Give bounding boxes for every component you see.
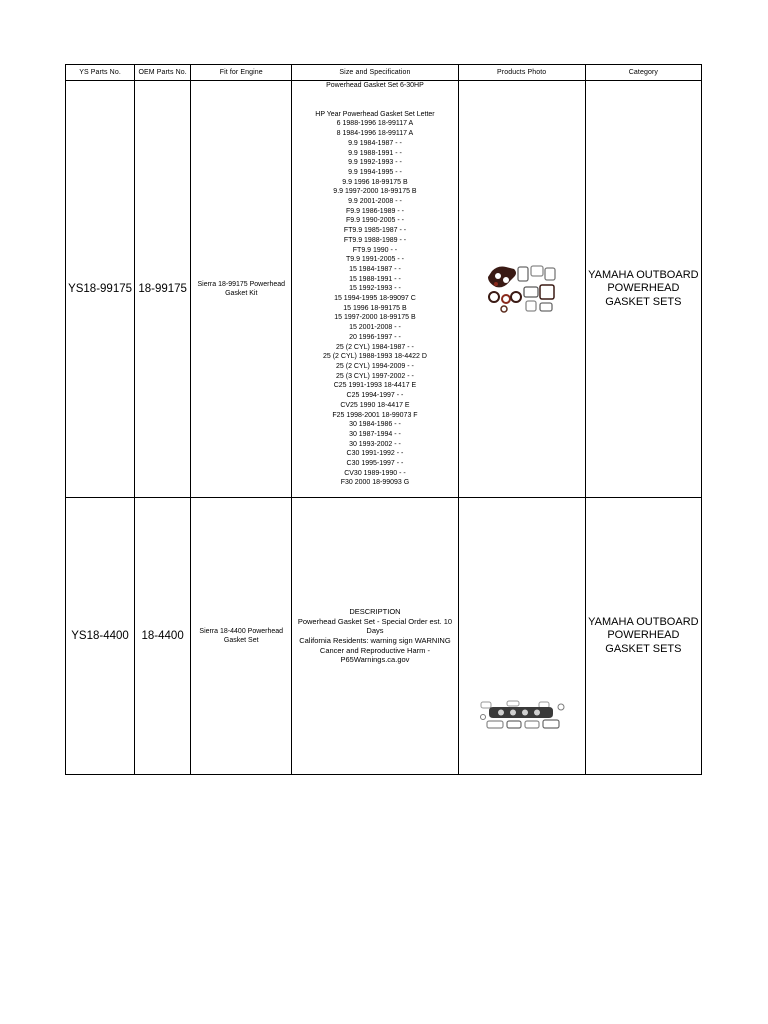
spec-line: 9.9 1997-2000 18-99175 B: [333, 188, 417, 196]
spec-line: 15 1988-1991 - -: [349, 275, 401, 283]
spec-line: 9.9 1988-1991 - -: [348, 149, 402, 157]
spec-line: CV25 1990 18-4417 E: [340, 401, 410, 409]
spec-spacer: [292, 91, 457, 110]
spec-line: 9.9 2001-2008 - -: [348, 198, 402, 206]
spec-heading: DESCRIPTION: [349, 606, 401, 616]
spec-line: F9.9 1990-2005 - -: [345, 217, 404, 225]
spec-line: C25 1994-1997 - -: [346, 392, 404, 400]
oem-part-no: 18-99175: [135, 81, 191, 498]
gasket-set-photo: [477, 699, 567, 738]
spec-warning: California Residents: warning sign WARNING Cancer and Reproductive Harm - P65Warnings.ca.gov: [299, 636, 451, 665]
spec-line: FT9.9 1985-1987 - -: [343, 227, 407, 235]
spec-line: 20 1996-1997 - -: [349, 333, 401, 341]
spec-line: 30 1987-1994 - -: [349, 430, 401, 438]
category: YAMAHA OUTBOARD POWERHEAD GASKET SETS: [585, 81, 701, 498]
spec-line: 25 (2 CYL) 1994-2009 - -: [336, 362, 414, 370]
table-row: [66, 498, 702, 775]
parts-table: [65, 64, 702, 775]
spec-line: 9.9 1994-1995 - -: [348, 168, 402, 176]
header-products-photo: Products Photo: [458, 65, 585, 81]
spec-line: 25 (3 CYL) 1997-2002 - -: [336, 372, 414, 380]
spec-line: 30 1984-1986 - -: [349, 421, 401, 429]
category: YAMAHA OUTBOARD POWERHEAD GASKET SETS: [585, 498, 701, 775]
size-and-specification: [292, 498, 458, 775]
spec-line: C25 1991-1993 18-4417 E: [333, 382, 417, 390]
table-row: [66, 81, 702, 498]
spec-lines: [292, 110, 457, 488]
fit-for-engine: Sierra 18-4400 Powerhead Gasket Set: [191, 498, 292, 775]
header-size-and-specification: Size and Specification: [292, 65, 458, 81]
spec-line: F25 1998-2001 18-99073 F: [332, 411, 418, 419]
header-ys-parts-no: YS Parts No.: [66, 65, 135, 81]
spec-line: 9.9 1984-1987 - -: [348, 139, 402, 147]
spec-line: F30 2000 18-99093 G: [340, 479, 410, 487]
spec-line: C30 1995-1997 - -: [346, 460, 404, 468]
spec-line: 6 1988-1996 18-99117 A: [336, 120, 414, 128]
fit-for-engine: Sierra 18-99175 Powerhead Gasket Kit: [191, 81, 292, 498]
spec-line: 15 1997-2000 18-99175 B: [334, 314, 416, 322]
spec-description: Powerhead Gasket Set - Special Order est. 10 Days: [297, 616, 453, 636]
spec-line: 15 1996 18-99175 B: [343, 304, 407, 312]
spec-line: F9.9 1986-1989 - -: [345, 207, 404, 215]
spec-line: T9.9 1991-2005 - -: [345, 256, 404, 264]
spec-line: CV30 1989-1990 - -: [344, 469, 406, 477]
header-fit-for-engine: Fit for Engine: [191, 65, 292, 81]
spec-line: 8 1984-1996 18-99117 A: [336, 130, 414, 138]
oem-part-no: 18-4400: [135, 498, 191, 775]
spec-line: 9.9 1996 18-99175 B: [342, 178, 408, 186]
product-photo-cell: [458, 498, 585, 775]
size-and-specification: [292, 81, 458, 498]
spec-line: FT9.9 1990 - -: [352, 246, 398, 254]
ys-part-no: YS18-4400: [66, 498, 135, 775]
spec-line: 15 1994-1995 18-99097 C: [334, 295, 416, 303]
spec-line: 15 1992-1993 - -: [349, 285, 401, 293]
header-oem-parts-no: OEM Parts No.: [135, 65, 191, 81]
ys-part-no: YS18-99175: [66, 81, 135, 498]
spec-line: 15 2001-2008 - -: [349, 324, 401, 332]
gasket-kit-photo: [484, 257, 560, 322]
spec-line: HP Year Powerhead Gasket Set Letter: [315, 110, 435, 118]
header-row: [66, 65, 702, 81]
spec-line: 25 (2 CYL) 1984-1987 - -: [336, 343, 414, 351]
spec-line: C30 1991-1992 - -: [346, 450, 404, 458]
product-photo-cell: [458, 81, 585, 498]
spec-line: 9.9 1992-1993 - -: [348, 159, 402, 167]
spec-line: 25 (2 CYL) 1988-1993 18-4422 D: [323, 353, 427, 361]
header-category: Category: [585, 65, 701, 81]
spec-title: Powerhead Gasket Set 6-30HP: [326, 82, 424, 89]
spec-line: 15 1984-1987 - -: [349, 265, 401, 273]
spec-line: FT9.9 1988-1989 - -: [343, 236, 407, 244]
spec-line: 30 1993-2002 - -: [349, 440, 401, 448]
